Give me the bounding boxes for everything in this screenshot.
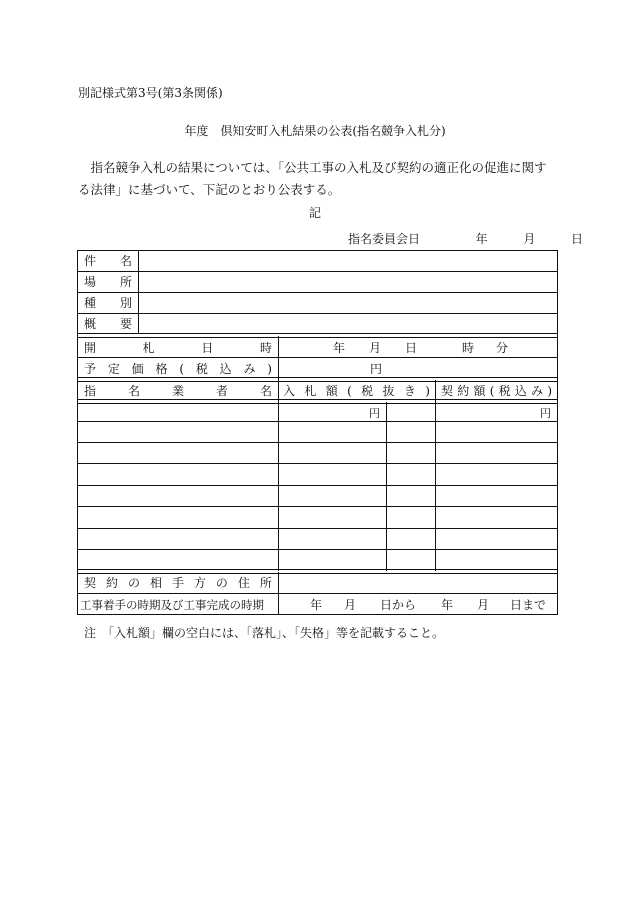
- meeting-label: 指名委員会日: [348, 232, 421, 246]
- period-m1: 月: [344, 598, 357, 612]
- meeting-year: 年: [475, 232, 488, 246]
- planned-price-yen: 円: [370, 362, 383, 376]
- row-label-gaiyo: 概 要: [84, 317, 132, 331]
- bid-amount-yen: 円: [369, 407, 380, 420]
- period-y2: 年: [441, 598, 454, 612]
- bid-month: 月: [369, 341, 382, 355]
- bid-day: 日: [405, 341, 418, 355]
- meeting-month: 月: [523, 232, 536, 246]
- col-bid-amount: 入 札 額 ( 税 抜 き ): [283, 384, 430, 398]
- bid-hour: 時: [462, 341, 475, 355]
- period-label: 工事着手の時期及び工事完成の時期: [80, 598, 264, 612]
- form-code: 別記様式第3号(第3条関係): [78, 86, 223, 100]
- planned-price-label: 予 定 価 格 ( 税 込 み ): [84, 362, 272, 376]
- col-contract-amount: 契 約 額 ( 税 込 み ): [441, 384, 552, 398]
- meeting-date-line: [348, 230, 583, 247]
- meeting-day: 日: [571, 232, 584, 246]
- period-m2: 月: [477, 598, 490, 612]
- row-label-shubetsu: 種 別: [84, 296, 132, 310]
- contract-amount-yen: 円: [540, 407, 551, 420]
- bid-datetime-label: 開 札 日 時: [84, 341, 272, 355]
- period-d1: 日から: [380, 598, 417, 612]
- period-y1: 年: [310, 598, 323, 612]
- contractor-address-label: 契 約 の 相 手 方 の 住 所: [84, 576, 272, 590]
- row-label-basho: 場 所: [84, 275, 132, 289]
- bid-minute: 分: [496, 341, 509, 355]
- intro-text: 指名競争入札の結果については、「公共工事の入札及び契約の適正化の促進に関する法律」に基づいて、下記のとおり公表する。: [78, 160, 547, 197]
- row-label-kenmei: 件 名: [84, 254, 132, 268]
- col-bidder: 指 名 業 者 名: [84, 384, 272, 398]
- document-title: 年度 倶知安町入札結果の公表(指名競争入札分): [184, 124, 446, 138]
- ki-heading: 記: [308, 206, 321, 220]
- bid-year: 年: [333, 341, 346, 355]
- period-d2: 日まで: [510, 598, 547, 612]
- note: 注 「入札額」欄の空白には、「落札」、「失格」等を記載すること。: [84, 626, 445, 640]
- intro-paragraph: [78, 157, 558, 201]
